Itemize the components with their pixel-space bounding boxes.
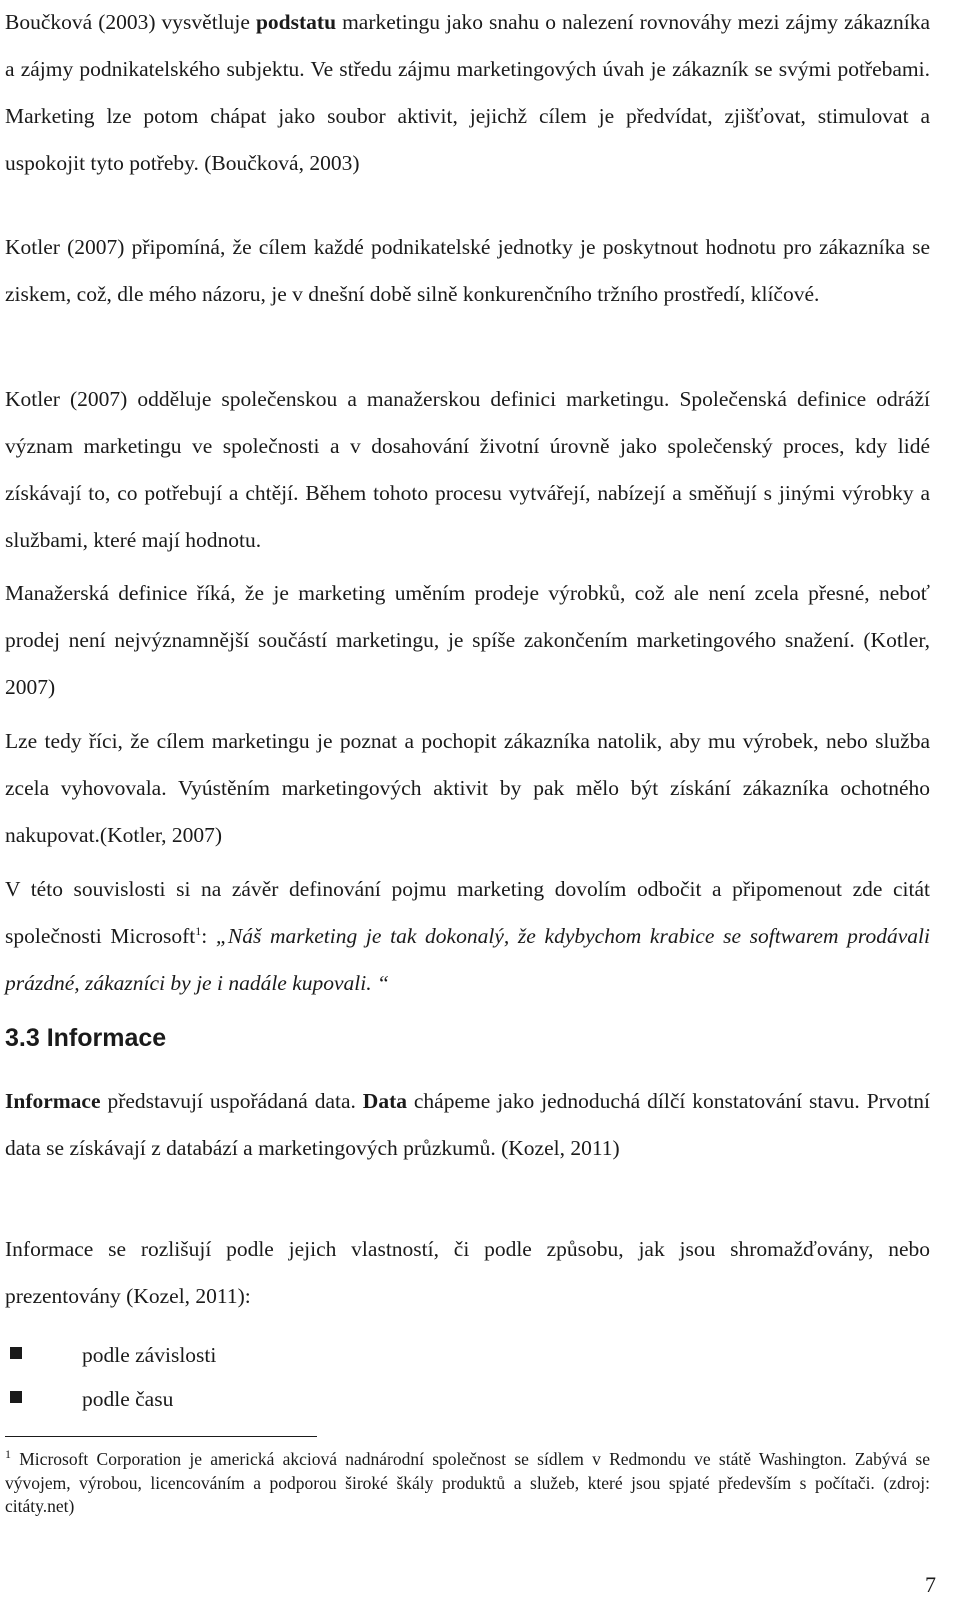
paragraph-text: Kotler (2007) připomíná, že cílem každé podnikatelské jednotky je poskytnout hodnotu pro zákazníka se ziskem, což, dle mého názoru, je v dnešní době silně konkurenčního tržního prostředí, klíčové.	[5, 235, 930, 306]
paragraph-text: V této souvislosti si na závěr definování pojmu marketing dovolím odbočit a připomenout zde citát společnosti Microsoft	[5, 877, 930, 948]
quote-text: „Náš marketing je tak dokonalý, že kdybychom krabice se softwarem prodávali prázdné, zákazníci by je i nadále kupovali. “	[5, 924, 930, 995]
paragraph-microsoft-quote	[5, 866, 930, 1007]
bold-term: Informace	[5, 1089, 101, 1113]
paragraph-kotler-definitions	[5, 376, 930, 564]
footnote-marker: 1	[5, 1447, 11, 1462]
list-item-text: podle závislosti	[82, 1343, 217, 1367]
list-item	[10, 1333, 910, 1377]
footnote-divider	[5, 1436, 317, 1437]
paragraph-bouckova	[5, 0, 930, 187]
page-number: 7	[925, 1572, 936, 1597]
paragraph-text: marketingu jako snahu o nalezení rovnováhy mezi zájmy zákazníka a zájmy podnikatelského subjektu. Ve středu zájmu marketingových úvah je zákazník se svými potřebami. Marketing lze potom chápat jako soubor aktivit, jejichž cílem je předvídat, zjišťovat, stimulovat a uspokojit tyto potřeby. (Boučková, 2003)	[5, 10, 930, 175]
paragraph-classification	[5, 1226, 930, 1320]
paragraph-text: :	[201, 924, 216, 948]
paragraph-text: Lze tedy říci, že cílem marketingu je poznat a pochopit zákazníka natolik, aby mu výrobek, nebo služba zcela vyhovovala. Vyústěním marketingových aktivit by pak mělo být získání zákazníka ochotného nakupovat.(Kotler, 2007)	[5, 729, 930, 847]
bullet-list	[10, 1333, 910, 1421]
paragraph-informace	[5, 1078, 930, 1172]
list-item-text: podle času	[82, 1387, 174, 1411]
bold-term: podstatu	[255, 10, 337, 34]
section-heading: 3.3 Informace	[5, 1024, 167, 1052]
paragraph-text: chápeme jako jednoduchá dílčí konstatování stavu. Prvotní data se získávají z databází a marketingových průzkumů. (Kozel, 2011)	[5, 1089, 931, 1160]
paragraph-text: Informace se rozlišují podle jejich vlastností, či podle způsobu, jak jsou shromažďovány, nebo prezentovány (Kozel, 2011):	[5, 1237, 930, 1308]
square-bullet-icon	[10, 1391, 22, 1403]
paragraph-text: představují uspořádaná data.	[100, 1089, 363, 1113]
paragraph-text: Manažerská definice říká, že je marketing uměním prodeje výrobků, což ale není zcela přesné, neboť prodej není nejvýznamnější součástí marketingu, je spíše zakončením marketingového snažení. (Kotler, 2007)	[5, 581, 930, 699]
footnote	[5, 1448, 930, 1519]
paragraph-text: Kotler (2007) odděluje společenskou a manažerskou definici marketingu. Společenská definice odráží význam marketingu ve společnosti a v dosahování životní úrovně jako společenský proces, kdy lidé získávají to, co potřebují a chtějí. Během tohoto procesu vytvářejí, nabízejí a směňují s jinými výrobky a službami, které mají hodnotu.	[5, 387, 930, 552]
square-bullet-icon	[10, 1347, 22, 1359]
list-item	[10, 1377, 910, 1421]
paragraph-marketing-goal	[5, 718, 930, 859]
footnote-reference[interactable]: 1	[195, 923, 202, 938]
footnote-text: Microsoft Corporation je americká akciová nadnárodní společnost se sídlem v Redmondu ve státě Washington. Zabývá se vývojem, výrobou, licencováním a podporou široké škály produktů a služeb, které jsou spjaté především s počítači. (zdroj: citáty.net)	[5, 1449, 930, 1516]
paragraph-text: Boučková (2003) vysvětluje	[5, 10, 256, 34]
paragraph-managerial-definition	[5, 570, 930, 711]
paragraph-kotler-value	[5, 224, 930, 318]
bold-term: Data	[362, 1089, 407, 1113]
